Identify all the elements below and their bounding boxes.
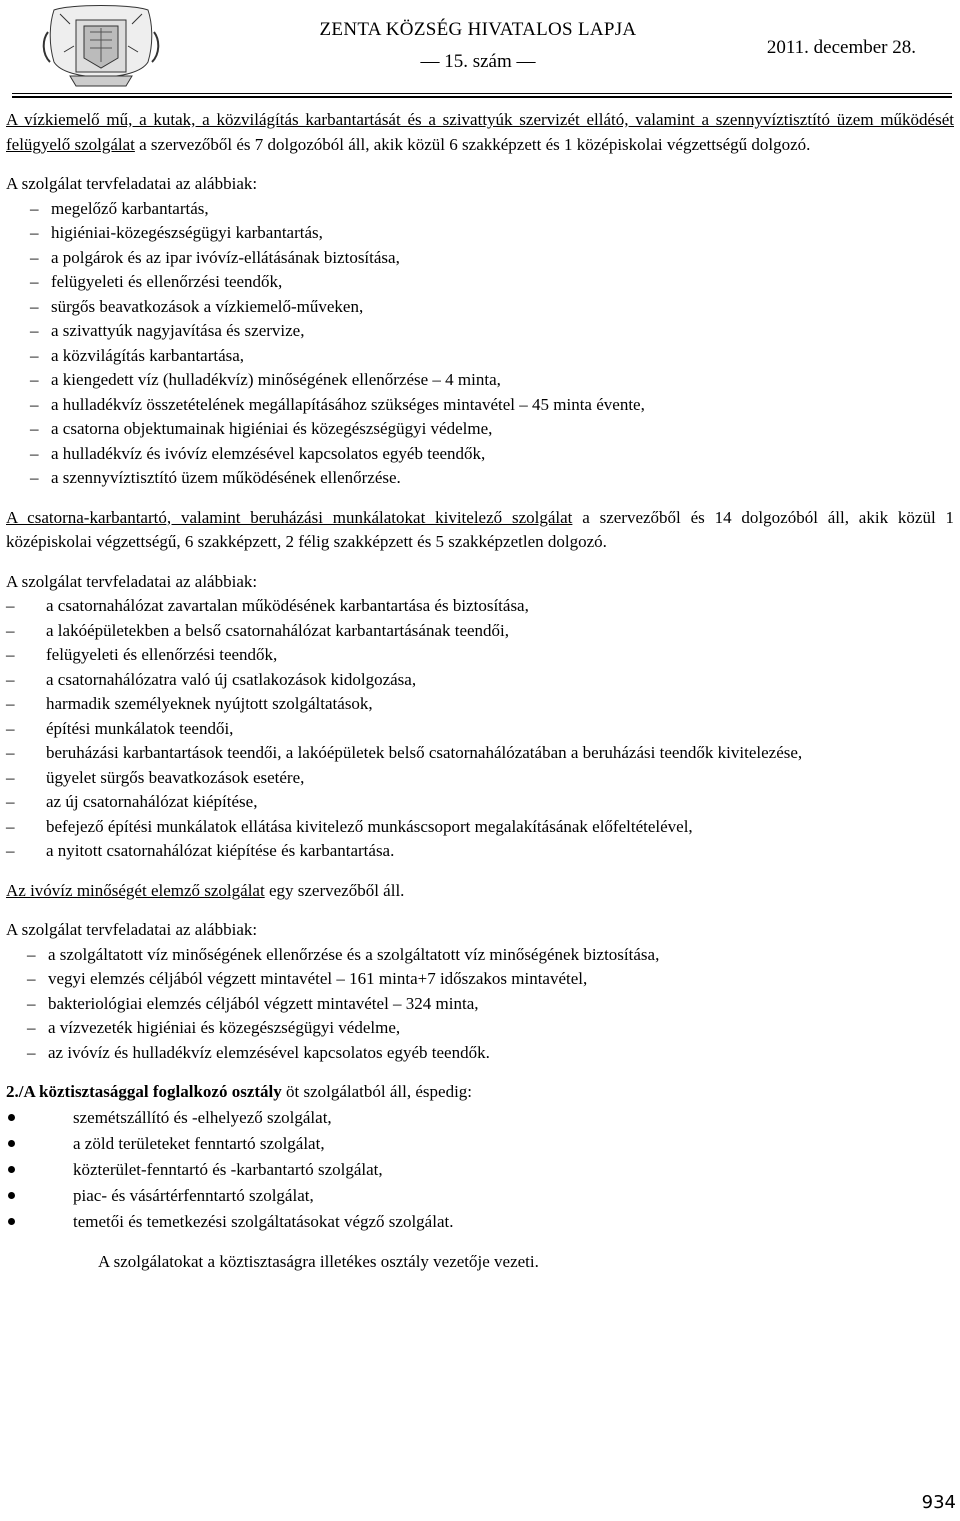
- issue-number: — 15. szám —: [420, 51, 536, 72]
- list-item: – a polgárok és az ipar ivóvíz-ellátásának biztosítása,: [30, 247, 400, 267]
- list-item: – az új csatornahálózat kiépítése,: [6, 792, 258, 811]
- service-list: [6, 1105, 954, 1235]
- coat-of-arms-emblem: [40, 2, 162, 94]
- service-name: A csatorna-karbantartó, valamint beruházási munkálatokat kivitelező szolgálat: [6, 507, 573, 527]
- list-item: – a szennyvíztisztító üzem működésének ellenőrzése.: [30, 468, 401, 487]
- list-item: – a vízvezeték higiéniai és közegészségügyi védelme,: [27, 1018, 401, 1037]
- department-name: 2./A köztisztasággal foglalkozó osztály: [6, 1082, 282, 1101]
- section2-paragraph: A csatorna-karbantartó, valamint beruházási munkálatokat kivitelező szolgálat a szervezőből és 14 dolgozóból áll, akik közül 1 középiskolai végzettségű, 6 szakképzett, 2 félig szakképzett és 5 szakképzetlen dolgozó.: [6, 507, 954, 551]
- list-item: – a szolgáltatott víz minőségének ellenőrzése és a szolgáltatott víz minőségének biztosítása,: [27, 944, 660, 964]
- list-item: szemétszállító és -elhelyező szolgálat,: [6, 1105, 954, 1131]
- bullet-icon: [8, 1192, 15, 1199]
- list-item: – beruházási karbantartások teendői, a lakóépületek belső csatornahálózatában a beruházási teendők kivitelezése,: [6, 743, 803, 762]
- section4-heading: 2./A köztisztasággal foglalkozó osztály öt szolgálatból áll, éspedig:: [6, 1082, 473, 1101]
- section1-paragraph: A vízkiemelő mű, a kutak, a közvilágítás karbantartását és a szivattyúk szervizét ellátó, valamint a szennyvíztisztító üzem működését felügyelő szolgálat a szervezőből és 7 dolgozóból áll, akik közül 6 szakképzett és 1 középiskolai végzettségű dolgozó.: [6, 110, 954, 154]
- list-item: – sürgős beavatkozások a vízkiemelő-műveken,: [30, 296, 364, 316]
- list-item: – felügyeleti és ellenőrzési teendők,: [30, 272, 283, 291]
- section3-paragraph: Az ivóvíz minőségét elemző szolgálat egy szervezőből áll.: [6, 880, 405, 900]
- task-list: [6, 594, 954, 864]
- list-item: – megelőző karbantartás,: [30, 198, 209, 218]
- list-item: közterület-fenntartó és -karbantartó szolgálat,: [6, 1157, 954, 1183]
- list-item: – a szivattyúk nagyjavítása és szervize,: [30, 321, 305, 340]
- tasks-intro: A szolgálat tervfeladatai az alábbiak:: [6, 174, 258, 193]
- page-content: [6, 108, 954, 1274]
- list-item: – a csatornahálózatra való új csatlakozások kidolgozása,: [6, 669, 417, 689]
- list-item: – harmadik személyeknek nyújtott szolgáltatások,: [6, 694, 373, 713]
- list-item: – vegyi elemzés céljából végzett mintavétel – 161 minta+7 időszakos mintavétel,: [27, 969, 588, 988]
- list-item: temetői és temetkezési szolgáltatásokat végző szolgálat.: [6, 1209, 954, 1235]
- list-item: – a hulladékvíz összetételének megállapításához szükséges mintavétel – 45 minta évente,: [30, 394, 645, 414]
- list-item: – a nyitott csatornahálózat kiépítése és karbantartása.: [6, 841, 395, 860]
- list-item: – a csatornahálózat zavartalan működésének karbantartása és biztosítása,: [6, 596, 529, 615]
- list-item: – építési munkálatok teendői,: [6, 718, 234, 738]
- list-item: – bakteriológiai elemzés céljából végzett mintavétel – 324 minta,: [27, 993, 479, 1013]
- list-item: – a kiengedett víz (hulladékvíz) minőségének ellenőrzése – 4 minta,: [30, 370, 501, 389]
- task-list: [6, 943, 954, 1066]
- page-header: [0, 0, 960, 100]
- list-item: – a közvilágítás karbantartása,: [30, 345, 245, 365]
- bullet-icon: [8, 1218, 15, 1225]
- issue-date: 2011. december 28.: [766, 37, 916, 58]
- list-item: a zöld területeket fenntartó szolgálat,: [6, 1131, 954, 1157]
- tasks-intro: A szolgálat tervfeladatai az alábbiak:: [6, 920, 258, 939]
- list-item: – a hulladékvíz és ivóvíz elemzésével kapcsolatos egyéb teendők,: [30, 443, 486, 463]
- bullet-icon: [8, 1114, 15, 1121]
- list-item: – befejező építési munkálatok ellátása kivitelező munkáscsoport megalakításának előfeltételével,: [6, 816, 693, 836]
- list-item: – a lakóépületekben a belső csatornahálózat karbantartásának teendői,: [6, 620, 510, 640]
- list-item: – felügyeleti és ellenőrzési teendők,: [6, 645, 278, 664]
- list-item: piac- és vásártérfenntartó szolgálat,: [6, 1183, 954, 1209]
- task-list: [6, 197, 954, 491]
- closing-sentence: A szolgálatokat a köztisztaságra illetékes osztály vezetője vezeti.: [98, 1251, 539, 1271]
- tasks-intro: A szolgálat tervfeladatai az alábbiak:: [6, 571, 258, 591]
- header-rule: [12, 93, 952, 94]
- header-rule-thick: [12, 96, 952, 98]
- list-item: – az ivóvíz és hulladékvíz elemzésével kapcsolatos egyéb teendők.: [27, 1042, 490, 1062]
- service-name: A vízkiemelő mű, a kutak, a közvilágítás karbantartását és a szivattyúk szervizét ellátó, valamint a szennyvíztisztító üzem működését felügyelő szolgálat: [6, 110, 954, 154]
- service-name: Az ivóvíz minőségét elemző szolgálat: [6, 880, 265, 900]
- bullet-icon: [8, 1140, 15, 1147]
- list-item: – ügyelet sürgős beavatkozások esetére,: [6, 767, 305, 787]
- bullet-icon: [8, 1166, 15, 1173]
- list-item: – a csatorna objektumainak higiéniai és közegészségügyi védelme,: [30, 419, 493, 438]
- page-number: 934: [921, 1491, 956, 1513]
- list-item: – higiéniai-közegészségügyi karbantartás,: [30, 223, 323, 242]
- publication-title: ZENTA KÖZSÉG HIVATALOS LAPJA: [319, 19, 637, 40]
